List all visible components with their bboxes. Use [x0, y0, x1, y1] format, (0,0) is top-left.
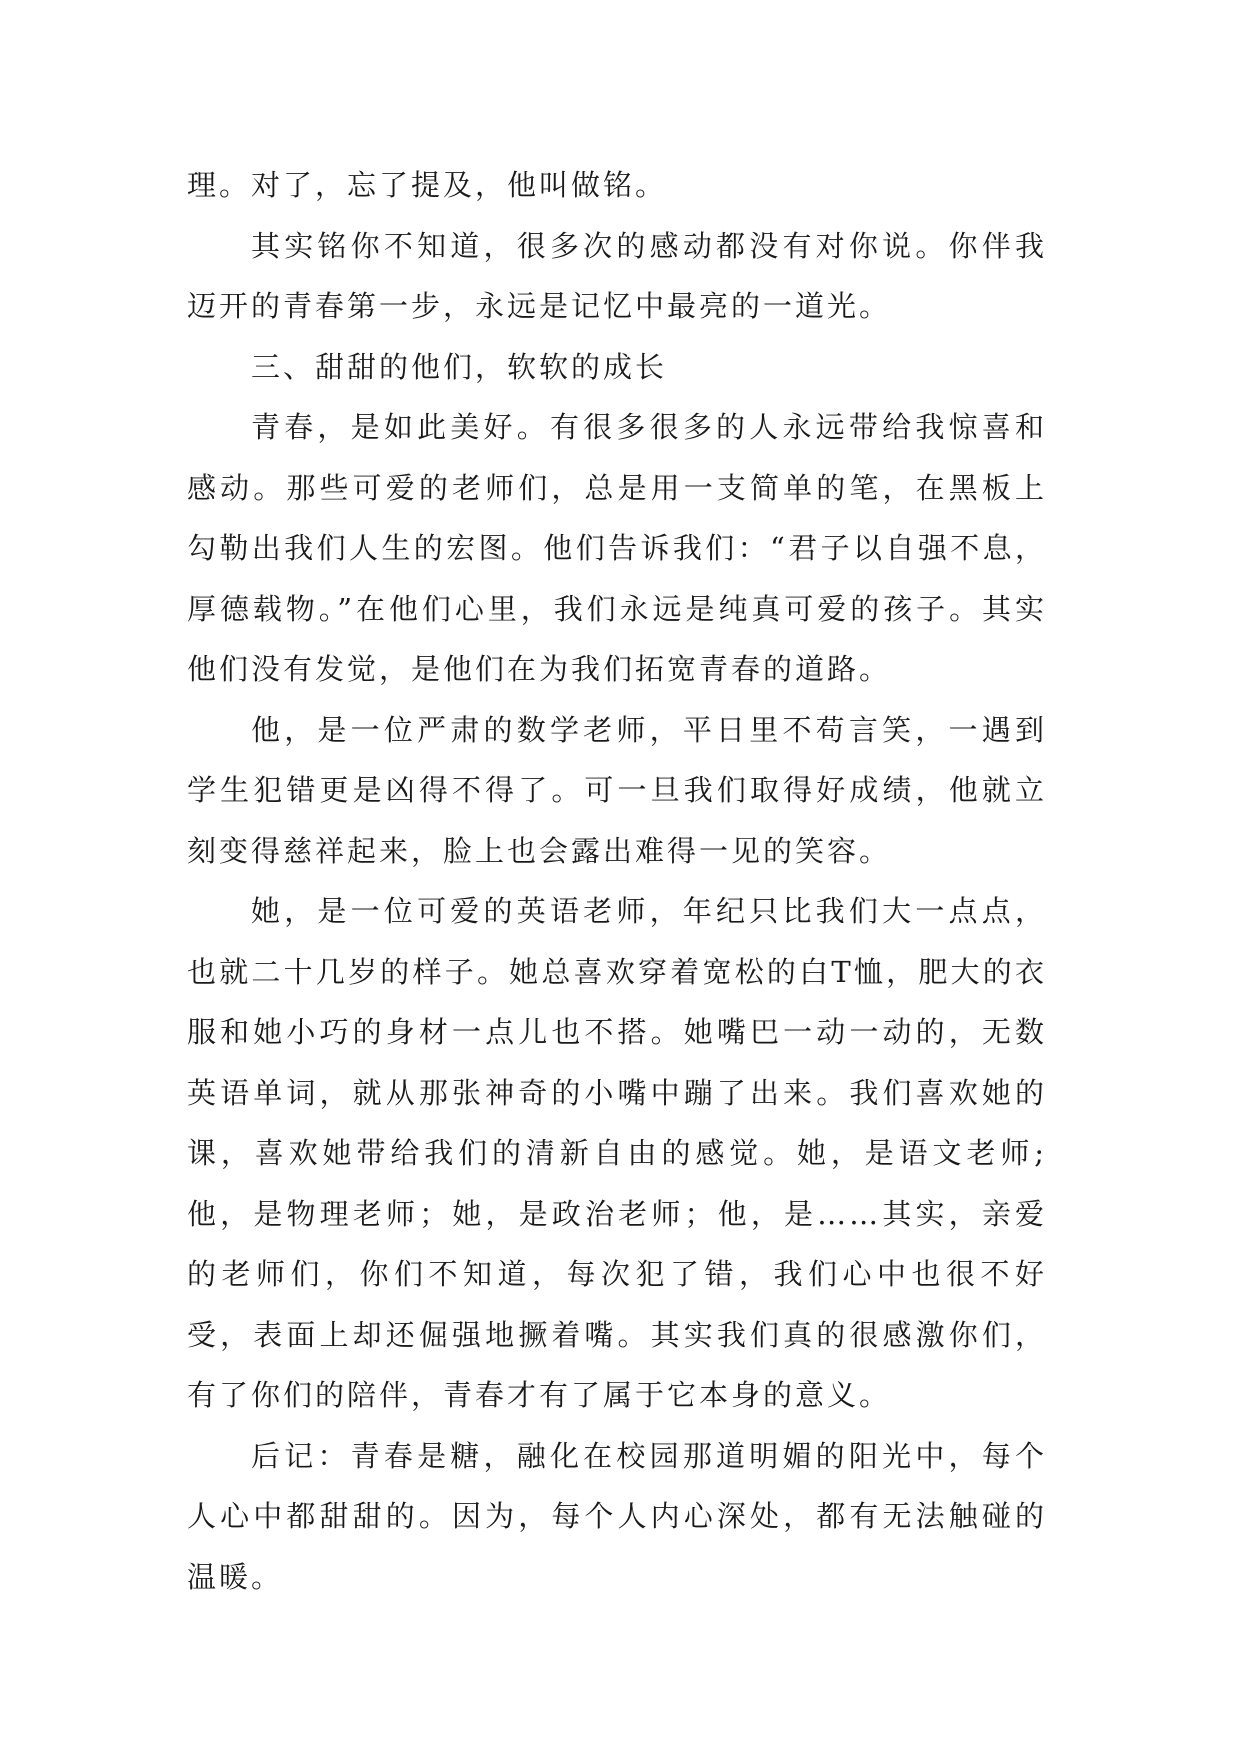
paragraph-6: 后记：青春是糖，融化在校园那道明媚的阳光中，每个人心中都甜甜的。因为，每个人内心深处，都有无法触碰的温暖。 — [187, 1438, 1047, 1594]
paragraph-1: 理。对了，忘了提及，他叫做铭。 — [187, 168, 668, 202]
paragraph-3: 青春，是如此美好。有很多很多的人永远带给我惊喜和感动。那些可爱的老师们，总是用一支简单的笔，在黑板上勾勒出我们人生的宏图。他们告诉我们：“君子以自强不息，厚德载物。”在他们心里，我们永远是纯真可爱的孩子。其实他们没有发觉，是他们在为我们拓宽青春的道路。 — [187, 410, 1047, 686]
body-text — [187, 155, 1047, 1607]
paragraph-4: 他，是一位严肃的数学老师，平日里不苟言笑，一遇到学生犯错更是凶得不得了。可一旦我们取得好成绩，他就立刻变得慈祥起来，脸上也会露出难得一见的笑容。 — [187, 712, 1047, 868]
paragraph-5: 她，是一位可爱的英语老师，年纪只比我们大一点点，也就二十几岁的样子。她总喜欢穿着宽松的白T恤，肥大的衣服和她小巧的身材一点儿也不搭。她嘴巴一动一动的，无数英语单词，就从那张神奇的小嘴中蹦了出来。我们喜欢她的课，喜欢她带给我们的清新自由的感觉。她，是语文老师;他，是物理老师；她，是政治老师；他，是……其实，亲爱的老师们，你们不知道，每次犯了错，我们心中也很不好受，表面上却还倔强地撅着嘴。其实我们真的很感激你们，有了你们的陪伴，青春才有了属于它本身的意义。 — [187, 894, 1047, 1412]
section-heading: 三、甜甜的他们，软软的成长 — [251, 349, 668, 384]
paragraph-2: 其实铭你不知道，很多次的感动都没有对你说。你伴我迈开的青春第一步，永远是记忆中最亮的一道光。 — [187, 228, 1047, 323]
